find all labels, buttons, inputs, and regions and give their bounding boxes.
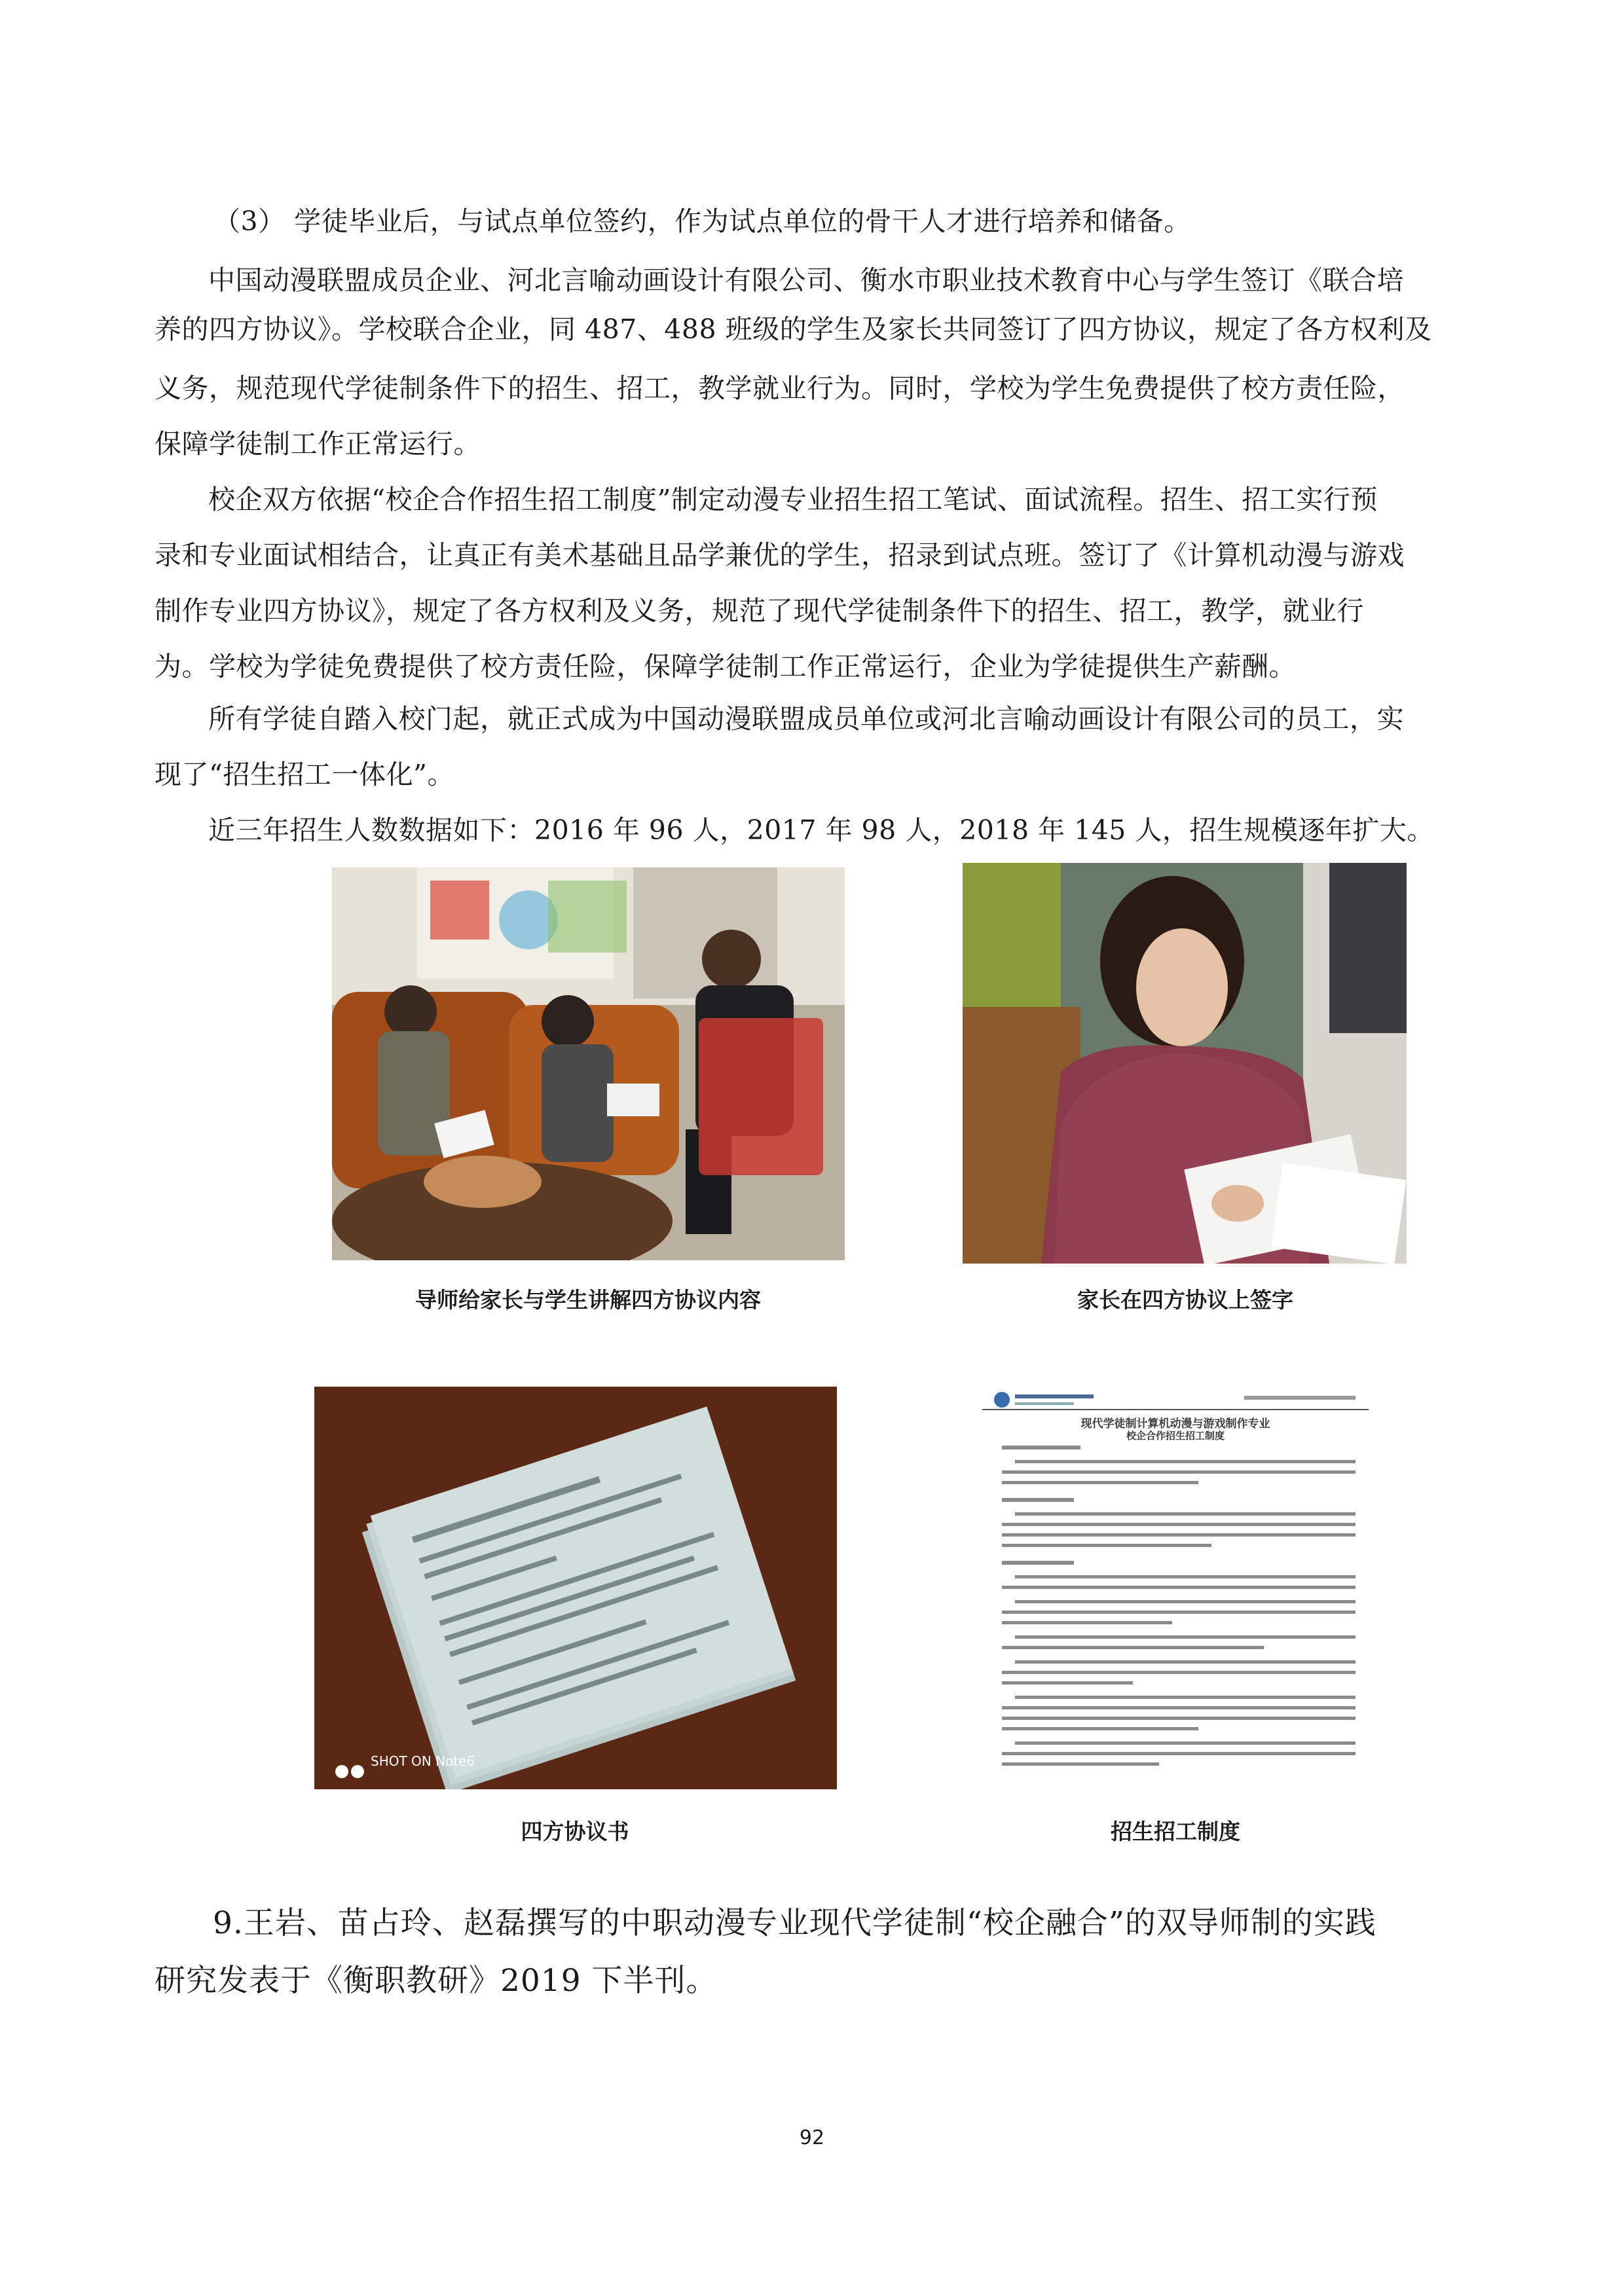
body-line-6: 校企双方依据“校企合作招生招工制度”制定动漫专业招生招工笔试、面试流程。招生、招工实行预: [208, 484, 1378, 515]
body-line-10: 所有学徒自踏入校门起，就正式成为中国动漫联盟成员单位或河北言喻动画设计有限公司的员工，实: [208, 703, 1404, 735]
body-line-2: 中国动漫联盟成员企业、河北言喻动画设计有限公司、衡水市职业技术教育中心与学生签订《联合培: [208, 264, 1404, 296]
page-number: 92: [799, 2126, 825, 2149]
watermark-text: SHOT ON Note6: [371, 1753, 475, 1769]
body-line-11: 现了“招生招工一体化”。: [155, 759, 454, 790]
body-line-3: 养的四方协议》。学校联合企业，同 487、488 班级的学生及家长共同签订了四方协议，规定了各方权利及: [155, 314, 1432, 345]
scan-doc-title: 现代学徒制计算机动漫与游戏制作专业: [1080, 1417, 1270, 1430]
body-line-12: 近三年招生人数数据如下：2016 年 96 人，2017 年 98 人，2018 年 145 人，招生规模逐年扩大。: [208, 814, 1434, 846]
section9-line-2: 研究发表于《衡职教研》2019 下半刊。: [155, 1963, 718, 1999]
photo-meeting: [332, 867, 845, 1260]
body-line-9: 为。学校为学徒免费提供了校方责任险，保障学徒制工作正常运行，企业为学徒提供生产薪酬。: [155, 651, 1296, 682]
caption-policy: 招生招工制度: [1111, 1819, 1240, 1844]
body-line-8: 制作专业四方协议》，规定了各方权利及义务，规范了现代学徒制条件下的招生、招工，教学，就业行: [155, 595, 1364, 627]
caption-signing: 家长在四方协议上签字: [1077, 1287, 1293, 1313]
section9-line-1: 9.王岩、苗占玲、赵磊撰写的中职动漫专业现代学徒制“校企融合”的双导师制的实践: [213, 1905, 1376, 1941]
scan-recruitment-policy: [956, 1380, 1395, 1793]
scan-doc-subtitle: 校企合作招生招工制度: [1126, 1430, 1225, 1442]
body-line-4: 义务，规范现代学徒制条件下的招生、招工，教学就业行为。同时，学校为学生免费提供了校方责任险，: [155, 373, 1405, 404]
caption-meeting: 导师给家长与学生讲解四方协议内容: [415, 1287, 761, 1313]
body-line-5: 保障学徒制工作正常运行。: [155, 428, 481, 460]
photo-agreement-stack: [314, 1387, 837, 1789]
body-line-1: （3） 学徒毕业后，与试点单位签约，作为试点单位的骨干人才进行培养和储备。: [213, 206, 1191, 237]
caption-agreement: 四方协议书: [521, 1819, 629, 1844]
photo-signing: [963, 863, 1407, 1264]
body-line-7: 录和专业面试相结合，让真正有美术基础且品学兼优的学生，招录到试点班。签订了《计算机动漫与游戏: [155, 539, 1405, 571]
